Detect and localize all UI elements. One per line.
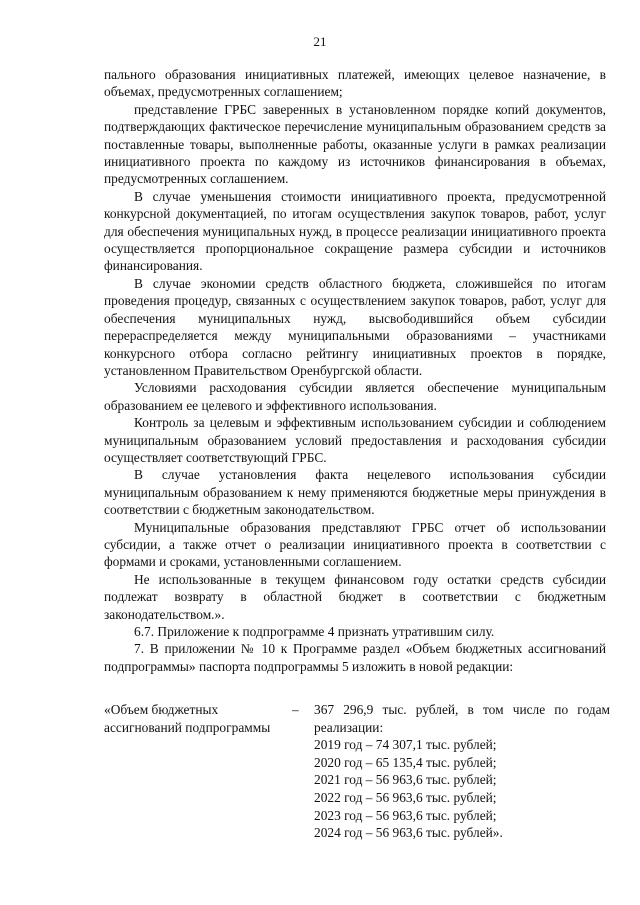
funding-year-line: 2023 год – 56 963,6 тыс. рублей; <box>314 807 497 823</box>
paragraph: Не использованные в текущем финансовом году остатки средств субсидии подлежат возврату в областной бюджет в соответствии с бюджетным законодательством.». <box>104 571 606 622</box>
paragraph: Контроль за целевым и эффективным использованием субсидии и соблюдением муниципальным образованием условий предоставления и расходования субсидии осуществляет соответствующий ГРБС. <box>104 415 606 465</box>
funding-dash: – <box>292 702 299 717</box>
body-text <box>104 66 606 675</box>
page-number: 21 <box>313 34 327 49</box>
paragraph: 7. В приложении № 10 к Программе раздел «Объем бюджетных ассигнований подпрограммы» паспорта подпрограммы 5 изложить в новой редакции: <box>104 641 606 674</box>
funding-total: 367 296,9 тыс. рублей, в том числе по годам реализации: <box>314 702 610 735</box>
paragraph: 6.7. Приложение к подпрограмме 4 признать утратившим силу. <box>134 624 495 639</box>
paragraph: Условиями расходования субсидии является обеспечение муниципальным образованием ее целевого и эффективного использования. <box>104 380 606 413</box>
paragraph: В случае установления факта нецелевого использования субсидии муниципальным образованием к нему применяются бюджетные меры принуждения в соответствии с бюджетным законодательством. <box>104 467 606 518</box>
paragraph: В случае экономии средств областного бюджета, сложившейся по итогам проведения процедур, связанных с осуществлением закупок товаров, работ, услуг для обеспечения муниципальных нужд, высвободившийся объем субсидии перераспределяется между муниципальными образованиями – участниками конкурсного отбора согласно рейтингу инициативных проектов в порядке, установленном Правительством Оренбургской области. <box>104 275 606 378</box>
paragraph: представление ГРБС заверенных в установленном порядке копий документов, подтверждающих фактическое перечисление муниципальным образованием средств за поставленные товары, выполненные работы, оказанные услуги в рамках реализации инициативного проекта по каждому из источников финансирования в объемах, предусмотренных соглашением. <box>104 101 606 187</box>
funding-values <box>314 701 610 842</box>
funding-year-line: 2021 год – 56 963,6 тыс. рублей; <box>314 772 497 788</box>
funding-year-line: 2024 год – 56 963,6 тыс. рублей». <box>314 825 503 841</box>
paragraph: В случае уменьшения стоимости инициативного проекта, предусмотренной конкурсной документацией, по итогам осуществления закупок товаров, работ, услуг для обеспечения муниципальных нужд, в процессе реализации инициативного проекта осуществляется пропорциональное сокращение размера субсидии и источников финансирования. <box>104 188 606 274</box>
funding-year-line: 2020 год – 65 135,4 тыс. рублей; <box>314 754 497 770</box>
funding-label: «Объем бюджетных ассигнований подпрограммы <box>104 702 271 735</box>
paragraph: Муниципальные образования представляют ГРБС отчет об использовании субсидии, а также отчет о реализации инициативного проекта в соответствии с формами и сроками, установленными соглашением. <box>104 519 606 570</box>
funding-year-line: 2022 год – 56 963,6 тыс. рублей; <box>314 789 497 805</box>
funding-year-line: 2019 год – 74 307,1 тыс. рублей; <box>314 737 497 753</box>
paragraph: пального образования инициативных платежей, имеющих целевое назначение, в объемах, предусмотренных соглашением; <box>104 67 606 100</box>
